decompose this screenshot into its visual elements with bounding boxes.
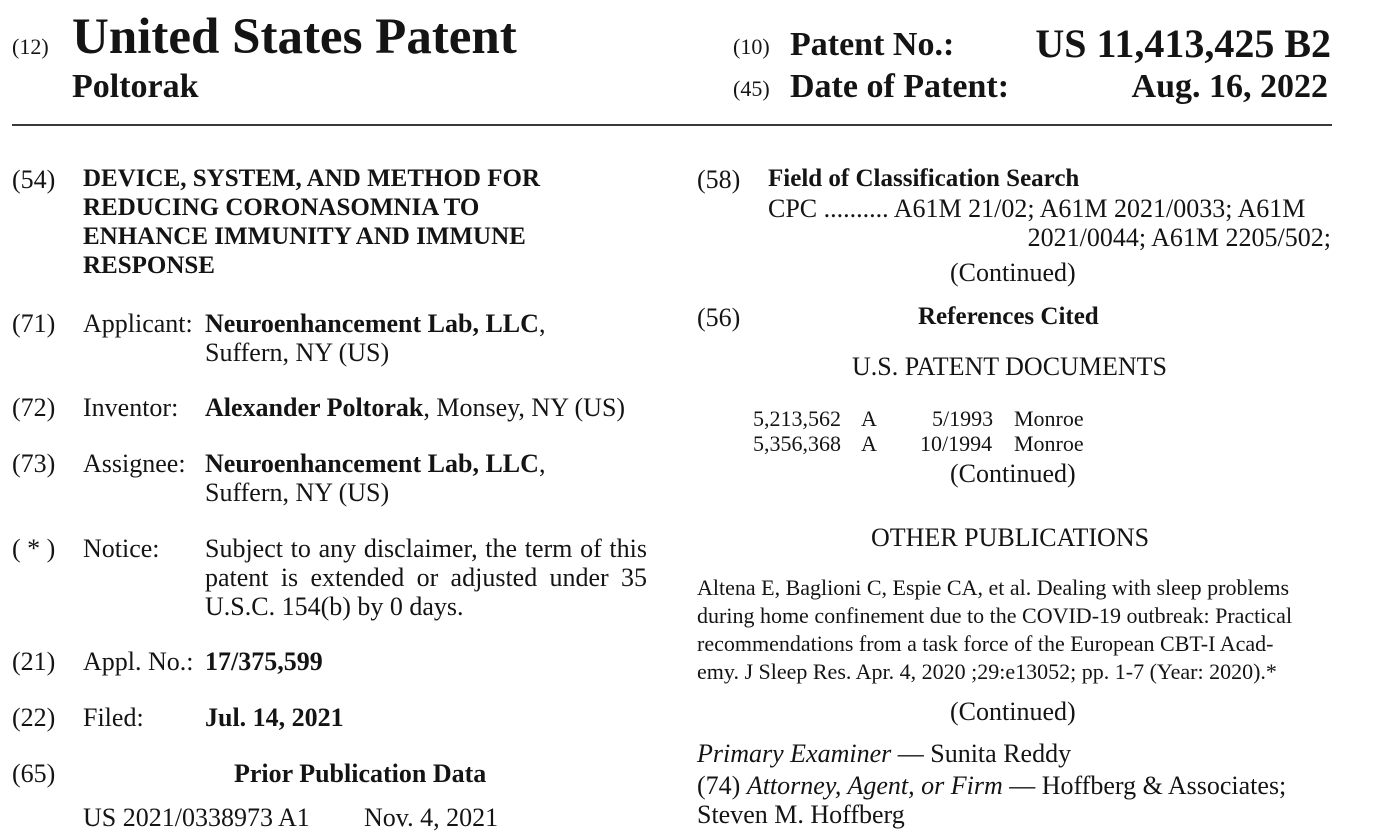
field-search-heading: Field of Classification Search — [768, 165, 1080, 192]
invention-title-line: ENHANCE IMMUNITY AND IMMUNE — [83, 223, 526, 250]
field-search-cpc-line: CPC .......... A61M 21/02; A61M 2021/0033; A61M — [768, 194, 1306, 223]
reference-name: Monroe — [1014, 406, 1084, 431]
applicant-name-line — [205, 309, 545, 339]
attorney-line — [697, 771, 1286, 801]
appl-no-value: 17/375,599 — [205, 647, 323, 676]
inid-code-73: (73) — [12, 449, 56, 478]
invention-title-line: DEVICE, SYSTEM, AND METHOD FOR — [83, 165, 540, 192]
notice-label: Notice: — [83, 534, 160, 563]
notice-line: U.S.C. 154(b) by 0 days. — [205, 592, 464, 621]
attorney-name: Steven M. Hoffberg — [697, 800, 905, 829]
prior-publication-heading: Prior Publication Data — [234, 759, 487, 788]
reference-name: Monroe — [1014, 431, 1084, 456]
inid-code-10: (10) — [733, 34, 770, 59]
inid-code-74: (74) — [697, 771, 741, 800]
inid-code-12: (12) — [12, 34, 49, 59]
references-heading: References Cited — [918, 303, 1099, 330]
primary-examiner-line — [697, 739, 1071, 769]
inid-code-72: (72) — [12, 393, 56, 422]
prior-publication-date: Nov. 4, 2021 — [364, 803, 499, 832]
inventor-label: Inventor: — [83, 393, 179, 422]
inventor-location: , Monsey, NY (US) — [423, 393, 626, 422]
inventor-name: Alexander Poltorak — [205, 393, 424, 422]
other-publications-heading: OTHER PUBLICATIONS — [871, 523, 1150, 552]
applicant-name: Neuroenhancement Lab, LLC — [205, 309, 539, 338]
inid-code-22: (22) — [12, 703, 56, 732]
applicant-location: Suffern, NY (US) — [205, 338, 390, 367]
inventor-surname: Poltorak — [72, 68, 199, 105]
assignee-comma: , — [538, 449, 546, 478]
notice-code: ( * ) — [12, 534, 56, 563]
date-of-patent: Aug. 16, 2022 — [1131, 68, 1328, 105]
primary-examiner-label: Primary Examiner — [697, 739, 892, 768]
attorney-firm: Hoffberg & Associates; — [1041, 771, 1287, 800]
notice-line: patent is extended or adjusted under 35 — [205, 563, 647, 592]
reference-kind: A — [861, 431, 877, 456]
field-search-cpc-line-2: 2021/0044; A61M 2205/502; — [1027, 223, 1331, 252]
inid-code-45: (45) — [733, 76, 770, 101]
primary-examiner-dash: — — [891, 739, 931, 768]
patent-number: US 11,413,425 B2 — [1035, 21, 1331, 66]
invention-title-line: RESPONSE — [83, 252, 215, 279]
patent-number-label: Patent No.: — [790, 26, 955, 63]
invention-title-line: REDUCING CORONASOMNIA TO — [83, 194, 480, 221]
inid-code-58: (58) — [697, 165, 741, 194]
inid-code-65: (65) — [12, 759, 56, 788]
invention-title — [83, 164, 540, 280]
reference-date: 5/1993 — [932, 406, 994, 431]
references-continued: (Continued) — [950, 459, 1076, 488]
other-publications-continued: (Continued) — [950, 697, 1076, 726]
filed-label: Filed: — [83, 703, 144, 732]
reference-date: 10/1994 — [920, 431, 993, 456]
reference-number: 5,213,562 — [753, 406, 841, 431]
assignee-label: Assignee: — [83, 449, 186, 478]
reference-kind: A — [861, 406, 877, 431]
notice-text — [205, 534, 647, 621]
inid-code-71: (71) — [12, 309, 56, 338]
other-publication-entry — [697, 574, 1330, 686]
inid-code-21: (21) — [12, 647, 56, 676]
applicant-comma: , — [538, 309, 546, 338]
filed-value: Jul. 14, 2021 — [205, 703, 344, 732]
header-divider — [12, 124, 1332, 126]
appl-no-label: Appl. No.: — [83, 647, 194, 676]
attorney-label: Attorney, Agent, or Firm — [746, 771, 1003, 800]
other-publication-line: recommendations from a task force of the European CBT-I Acad- — [697, 631, 1274, 656]
other-publication-line: emy. J Sleep Res. Apr. 4, 2020 ;29:e13052; pp. 1-7 (Year: 2020).* — [697, 659, 1277, 684]
inventor-line — [205, 393, 625, 423]
assignee-location: Suffern, NY (US) — [205, 478, 390, 507]
patent-title: United States Patent — [72, 9, 517, 65]
prior-publication-number: US 2021/0338973 A1 — [83, 803, 310, 832]
notice-line: Subject to any disclaimer, the term of this — [205, 534, 647, 563]
us-patent-documents-heading: U.S. PATENT DOCUMENTS — [852, 352, 1167, 381]
other-publication-line: during home confinement due to the COVID-19 outbreak: Practical — [697, 603, 1293, 628]
assignee-name-line — [205, 449, 545, 479]
attorney-dash: — — [1002, 771, 1042, 800]
date-of-patent-label: Date of Patent: — [790, 68, 1010, 105]
inid-code-56: (56) — [697, 303, 741, 332]
primary-examiner-name: Sunita Reddy — [930, 739, 1072, 768]
other-publication-line: Altena E, Baglioni C, Espie CA, et al. Dealing with sleep problems — [697, 575, 1290, 600]
field-search-continued: (Continued) — [950, 258, 1076, 287]
reference-number: 5,356,368 — [753, 431, 841, 456]
applicant-label: Applicant: — [83, 309, 193, 338]
inid-code-54: (54) — [12, 165, 56, 194]
assignee-name: Neuroenhancement Lab, LLC — [205, 449, 539, 478]
patent-header — [0, 0, 1377, 124]
